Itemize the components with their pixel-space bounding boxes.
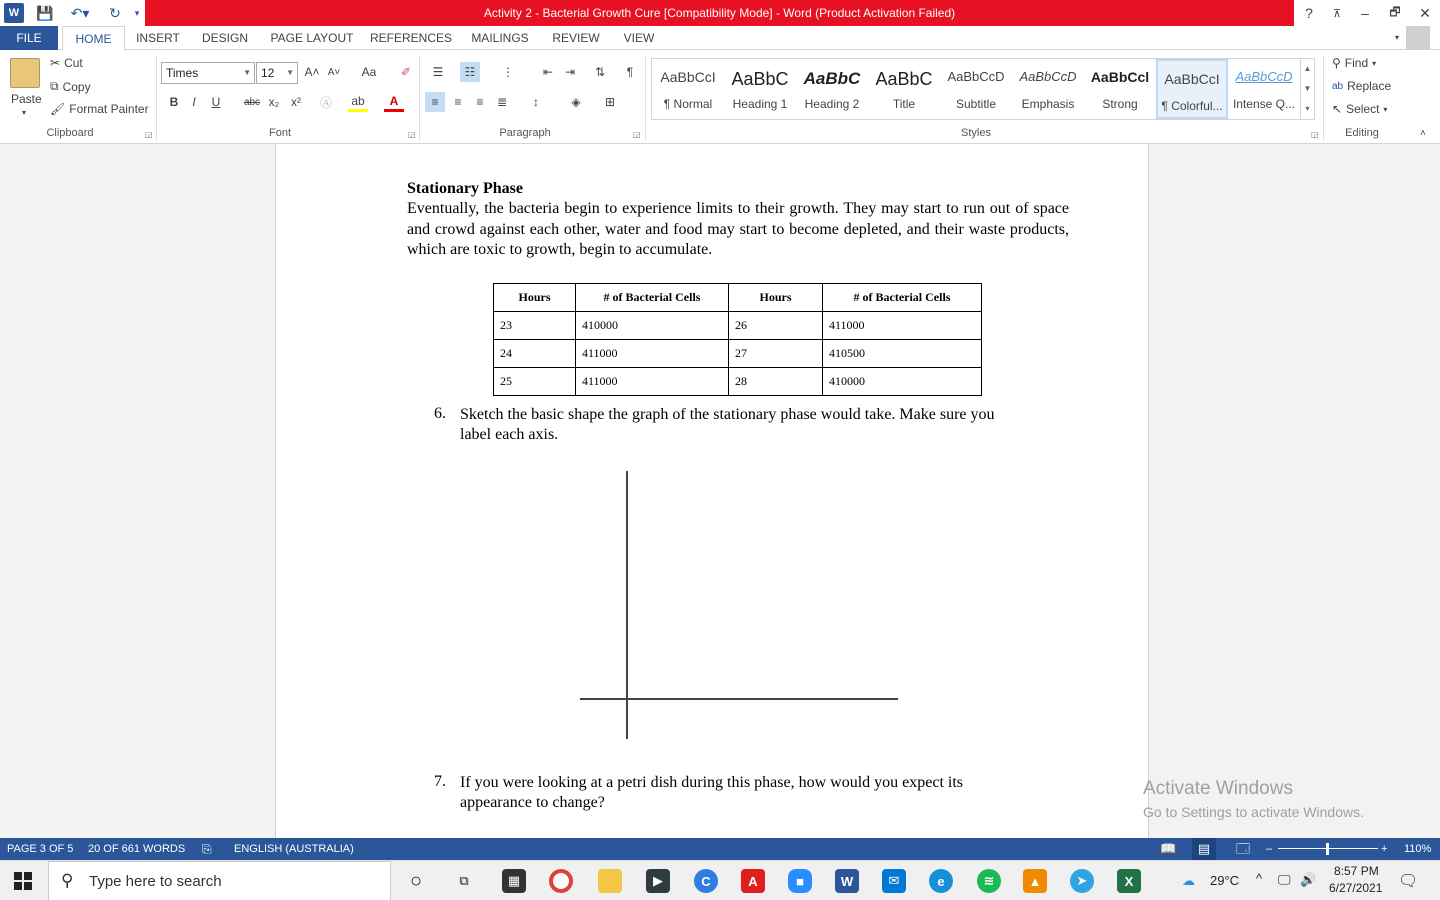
mail-icon[interactable]: ✉ <box>882 869 906 893</box>
section-heading: Stationary Phase <box>407 180 523 197</box>
clock-time[interactable]: 8:57 PM <box>1334 864 1379 878</box>
find-button[interactable]: ⚲ Find ▾ <box>1332 56 1377 70</box>
format-painter-button[interactable]: 🖌 Format Painter <box>50 102 149 116</box>
tab-home[interactable]: HOME <box>62 26 125 51</box>
group-separator <box>419 56 420 140</box>
watermark-title: Activate Windows <box>1143 778 1293 799</box>
chevron-down-icon: ▾ <box>1372 58 1377 68</box>
app-icon[interactable]: ▶ <box>646 869 670 893</box>
style-strong[interactable]: AaBbCcl Strong <box>1090 69 1150 111</box>
tab-view[interactable]: VIEW <box>623 31 655 45</box>
italic-button[interactable]: I <box>192 95 196 109</box>
pilcrow-icon[interactable]: ¶ <box>626 65 634 79</box>
table-cell: 410000 <box>823 368 982 396</box>
table-header: Hours <box>729 284 823 312</box>
superscript-button[interactable]: x² <box>291 95 301 109</box>
collapse-ribbon-icon[interactable]: ˄ <box>1420 128 1426 139</box>
bold-button[interactable]: B <box>169 95 179 109</box>
style-colorful[interactable]: AaBbCcI ¶ Colorful... <box>1156 59 1228 119</box>
table-cell: 411000 <box>576 368 729 396</box>
borders-icon[interactable]: ⊞ <box>604 95 616 109</box>
word-count[interactable]: 20 OF 661 WORDS <box>88 843 186 855</box>
volume-icon[interactable]: 🔊 <box>1300 872 1317 887</box>
table-cell: 27 <box>729 340 823 368</box>
question-6-line-2: label each axis. <box>460 426 559 443</box>
ribbon-display-options-icon[interactable]: ⊼ <box>1332 7 1342 20</box>
question-7-line-2: appearance to change? <box>460 794 605 811</box>
account-dropdown-icon[interactable]: ▾ <box>1394 33 1399 42</box>
replace-button[interactable]: ab Replace <box>1332 79 1392 93</box>
clipboard-launcher-icon[interactable]: ◲ <box>145 130 153 139</box>
table-row <box>494 312 982 340</box>
taskbar-search-box[interactable] <box>48 861 391 900</box>
change-case-button[interactable]: Aa <box>361 65 377 79</box>
status-bar <box>0 838 1440 860</box>
table-header: # of Bacterial Cells <box>823 284 982 312</box>
scissors-icon: ✂ <box>50 56 61 70</box>
body-paragraph: Eventually, the bacteria begin to experience limits to their growth. They may start to run out of space and crowd against each other, water and food may start to become depleted, and their waste products, which are toxic to growth, begin to accumulate. <box>407 200 1069 258</box>
word-icon: W <box>4 3 24 23</box>
file-explorer-icon[interactable] <box>598 869 622 893</box>
font-color-icon[interactable]: A <box>384 92 404 112</box>
paste-dropdown-icon[interactable]: ▾ <box>22 108 27 117</box>
style-subtitle[interactable]: AaBbCcD Subtitle <box>947 69 1005 111</box>
multilevel-list-icon[interactable]: ⋮ <box>502 65 514 79</box>
spotify-icon[interactable]: ≋ <box>977 869 1001 893</box>
styles-launcher-icon[interactable]: ◲ <box>1311 130 1319 139</box>
web-layout-icon[interactable]: 🗔 <box>1236 841 1251 856</box>
windows-taskbar <box>0 860 1440 900</box>
highlight-icon[interactable]: ab <box>348 92 368 112</box>
cut-button[interactable]: ✂ Cut <box>50 56 83 70</box>
clipboard-group-label: Clipboard <box>46 127 94 139</box>
shrink-font-button[interactable]: A˅ <box>327 66 341 78</box>
vlc-icon[interactable]: ▲ <box>1023 869 1047 893</box>
table-cell: 28 <box>729 368 823 396</box>
language-indicator[interactable]: ENGLISH (AUSTRALIA) <box>234 843 354 855</box>
table-cell: 25 <box>494 368 576 396</box>
save-icon[interactable]: 💾 <box>36 4 54 21</box>
table-cell: 410500 <box>823 340 982 368</box>
notification-icon[interactable]: 🗨 <box>1398 873 1419 890</box>
search-icon: ⚲ <box>61 871 74 890</box>
watermark-subtitle: Go to Settings to activate Windows. <box>1143 804 1364 820</box>
paste-button[interactable]: Paste <box>11 92 42 106</box>
help-button[interactable]: ? <box>1305 5 1313 21</box>
zoom-in-button[interactable]: + <box>1381 843 1388 855</box>
copy-icon: ⧉ <box>50 79 59 93</box>
styles-scrollbar[interactable]: ▲ ▼ ▾ <box>1300 59 1314 119</box>
tab-design[interactable]: DESIGN <box>201 31 248 45</box>
binoculars-icon: ⚲ <box>1332 56 1341 70</box>
page-count[interactable]: PAGE 3 OF 5 <box>7 843 74 855</box>
font-group-label: Font <box>268 127 291 139</box>
edge-icon[interactable]: e <box>929 869 953 893</box>
paragraph-group-label: Paragraph <box>499 127 551 139</box>
read-mode-icon[interactable]: 📖 <box>1160 841 1177 856</box>
font-size-combo[interactable]: 12 ▼ <box>256 62 298 84</box>
styles-group-label: Styles <box>961 127 991 139</box>
table-row <box>494 340 982 368</box>
increase-indent-icon[interactable]: ⇥ <box>564 65 576 79</box>
question-6-line-1: Sketch the basic shape the graph of the stationary phase would take. Make sure you <box>460 406 995 423</box>
sort-icon[interactable]: ⇅ <box>594 65 606 79</box>
shading-icon[interactable]: ◈ <box>571 95 581 109</box>
replace-icon: ab <box>1332 80 1344 92</box>
chrome-icon[interactable] <box>549 869 573 893</box>
zoom-out-button[interactable]: – <box>1266 843 1273 855</box>
style-heading-2[interactable]: AaBbC Heading 2 <box>803 69 861 111</box>
font-name-combo[interactable]: Times ▼ <box>161 62 255 84</box>
question-7-line-1: If you were looking at a petri dish during this phase, how would you expect its <box>460 774 964 791</box>
ribbon-home <box>0 50 1440 144</box>
paste-icon[interactable] <box>10 58 40 88</box>
group-separator <box>156 56 157 140</box>
group-separator <box>645 56 646 140</box>
select-button[interactable]: ↖ Select ▾ <box>1332 102 1388 116</box>
numbering-icon[interactable]: ☷ <box>460 62 480 82</box>
align-right-icon[interactable]: ≡ <box>476 95 484 109</box>
chevron-down-icon: ▾ <box>1383 104 1388 114</box>
font-launcher-icon[interactable]: ◲ <box>408 130 416 139</box>
ribbon-tabs <box>0 26 1440 50</box>
graph-x-axis <box>580 698 898 700</box>
table-header: # of Bacterial Cells <box>576 284 729 312</box>
tab-mailings[interactable]: MAILINGS <box>471 31 529 45</box>
redo-icon[interactable]: ↻ <box>109 4 121 21</box>
close-button[interactable]: ✕ <box>1419 4 1431 21</box>
cortana-icon[interactable]: ○ <box>409 869 423 892</box>
table-cell: 411000 <box>576 340 729 368</box>
decrease-indent-icon[interactable]: ⇤ <box>542 65 554 79</box>
minimize-button[interactable]: – <box>1361 5 1369 21</box>
zoom-level[interactable]: 110% <box>1404 843 1432 855</box>
tab-insert[interactable]: INSERT <box>136 31 180 45</box>
strikethrough-button[interactable]: abc <box>243 96 261 108</box>
style-title[interactable]: AaBbC Title <box>875 69 933 111</box>
print-layout-icon[interactable]: ▤ <box>1192 838 1216 860</box>
table-cell: 23 <box>494 312 576 340</box>
paragraph-launcher-icon[interactable]: ◲ <box>633 130 641 139</box>
edge-legacy-icon[interactable]: C <box>694 869 718 893</box>
excel-icon[interactable]: X <box>1117 869 1141 893</box>
table-cell: 410000 <box>576 312 729 340</box>
line-spacing-icon[interactable]: ↕ <box>533 95 539 109</box>
bullets-icon[interactable]: ☰ <box>432 65 444 79</box>
style-normal[interactable]: AaBbCcI ¶ Normal <box>660 69 716 111</box>
editing-group-label: Editing <box>1345 127 1379 139</box>
title-bar <box>0 0 1440 26</box>
weather-icon: ☁ <box>1182 873 1195 888</box>
style-intense-quote[interactable]: AaBbCcD Intense Q... <box>1232 69 1296 111</box>
question-6-number: 6. <box>434 405 446 422</box>
group-separator <box>1323 56 1324 140</box>
table-header: Hours <box>494 284 576 312</box>
tab-file[interactable]: FILE <box>0 26 58 50</box>
brush-icon: 🖌 <box>50 102 66 116</box>
tab-page-layout[interactable]: PAGE LAYOUT <box>270 31 354 45</box>
zoom-slider-thumb[interactable] <box>1326 843 1329 855</box>
align-center-icon[interactable]: ≡ <box>454 95 462 109</box>
table-header-row <box>494 284 982 312</box>
clock-date[interactable]: 6/27/2021 <box>1329 881 1383 895</box>
table-cell: 24 <box>494 340 576 368</box>
search-placeholder: Type here to search <box>89 873 222 890</box>
show-hidden-icons-icon[interactable]: ^ <box>1256 871 1263 886</box>
restore-button[interactable]: 🗗 <box>1389 4 1401 19</box>
zoom-app-icon[interactable]: ■ <box>788 869 812 893</box>
text-effects-icon[interactable]: Ⓐ <box>319 95 332 110</box>
chevron-down-icon: ▼ <box>243 68 251 77</box>
copy-button[interactable]: ⧉ Copy <box>50 79 91 94</box>
pdf-reader-icon[interactable]: A <box>741 869 765 893</box>
avatar[interactable] <box>1406 26 1430 50</box>
network-icon[interactable]: 🖵 <box>1278 872 1291 887</box>
proofing-icon[interactable]: ⎘ <box>202 842 212 856</box>
tab-references[interactable]: REFERENCES <box>370 31 453 45</box>
activation-watermark <box>1143 778 1364 820</box>
subscript-button[interactable]: x₂ <box>268 95 280 109</box>
underline-button[interactable]: U <box>211 95 221 109</box>
style-heading-1[interactable]: AaBbC Heading 1 <box>731 69 789 111</box>
styles-gallery <box>651 58 1315 120</box>
telegram-icon[interactable]: ➤ <box>1070 869 1094 893</box>
clear-formatting-icon[interactable]: ✐ <box>400 65 412 79</box>
window-title: Activity 2 - Bacterial Growth Cure [Compatibility Mode] - Word (Product Activation Failed) <box>483 6 956 20</box>
table-cell: 26 <box>729 312 823 340</box>
undo-icon[interactable]: ↶▾ <box>70 4 90 21</box>
document-page[interactable] <box>275 144 1149 838</box>
chevron-down-icon: ▼ <box>286 68 294 77</box>
style-emphasis[interactable]: AaBbCcD Emphasis <box>1019 69 1077 111</box>
weather-temperature[interactable]: 29°C <box>1210 873 1240 888</box>
cursor-icon: ↖ <box>1332 102 1343 116</box>
bacterial-cells-table <box>493 283 982 396</box>
word-taskbar-icon[interactable]: W <box>835 869 859 893</box>
store-icon[interactable]: ▦ <box>502 869 526 893</box>
windows-start-icon[interactable] <box>14 872 32 890</box>
customize-quick-access-icon[interactable]: ▾ <box>134 7 140 18</box>
align-left-icon[interactable]: ≡ <box>425 92 445 112</box>
justify-icon[interactable]: ≣ <box>496 95 508 109</box>
table-row <box>494 368 982 396</box>
task-view-icon[interactable]: ⧉ <box>459 873 469 888</box>
document-area[interactable] <box>0 144 1440 838</box>
question-7-number: 7. <box>434 773 446 790</box>
tab-review[interactable]: REVIEW <box>552 31 600 45</box>
grow-font-button[interactable]: A˄ <box>304 65 320 79</box>
table-cell: 411000 <box>823 312 982 340</box>
